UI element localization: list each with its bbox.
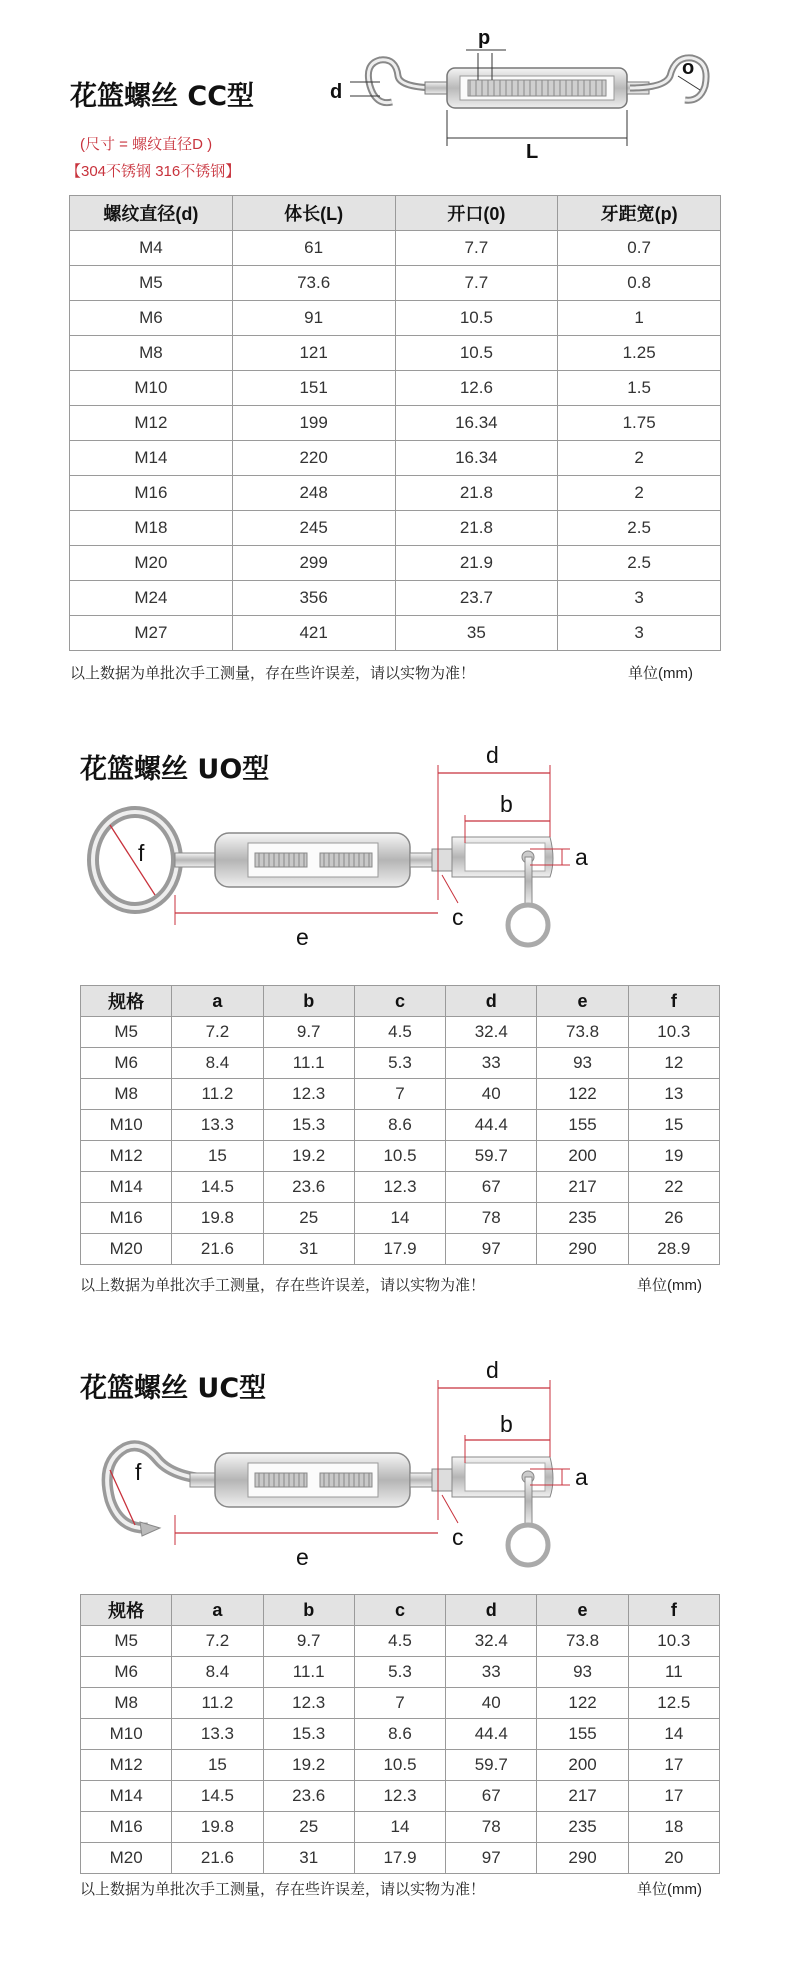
uo-dim-b: b (500, 791, 513, 817)
uo-table-cell: M10 (81, 1110, 172, 1141)
uc-table-cell: 8.4 (172, 1657, 263, 1688)
uo-table-row (81, 1203, 720, 1234)
cc-table-cell: 2.5 (558, 511, 721, 546)
uc-turnbuckle-diagram (80, 1340, 780, 1570)
uo-table-cell: 97 (446, 1234, 537, 1265)
uc-header-cell: c (354, 1595, 445, 1626)
cc-table-cell: 1 (558, 301, 721, 336)
cc-table-cell: 299 (232, 546, 395, 581)
uo-header-cell: b (263, 986, 354, 1017)
cc-table-row (70, 371, 721, 406)
cc-table-cell: 73.6 (232, 266, 395, 301)
uo-table-cell: 8.6 (354, 1110, 445, 1141)
uo-header-cell: a (172, 986, 263, 1017)
cc-footer-note: 以上数据为单批次手工测量，存在些许误差，请以实物为准！ (70, 665, 476, 682)
cc-title: 花篮螺丝 CC型 (70, 81, 255, 112)
uc-header-cell: e (537, 1595, 628, 1626)
uo-table-cell: 155 (537, 1110, 628, 1141)
uo-table-cell: 19.2 (263, 1141, 354, 1172)
cc-dim-o: o (682, 57, 695, 79)
uo-table-cell: 19.8 (172, 1203, 263, 1234)
uo-table-cell: 10.3 (628, 1017, 719, 1048)
uo-header-cell: d (446, 986, 537, 1017)
uo-table-cell: 8.4 (172, 1048, 263, 1079)
uo-table-cell: 26 (628, 1203, 719, 1234)
cc-unit: 单位(mm) (628, 665, 693, 682)
uo-table-row (81, 1079, 720, 1110)
cc-table-row (70, 546, 721, 581)
uo-table-row (81, 1017, 720, 1048)
uc-table-row (81, 1843, 720, 1874)
cc-table-cell: 10.5 (395, 301, 558, 336)
uo-footer-note: 以上数据为单批次手工测量，存在些许误差，请以实物为准！ (80, 1277, 486, 1294)
uo-table-cell: 4.5 (354, 1017, 445, 1048)
cc-table-cell: 12.6 (395, 371, 558, 406)
uc-table-cell: 12.3 (354, 1781, 445, 1812)
cc-material-note: 【304不锈钢 316不锈钢】 (66, 163, 241, 180)
uc-table-cell: 10.3 (628, 1626, 719, 1657)
uo-table-cell: 13.3 (172, 1110, 263, 1141)
uo-table-cell: M12 (81, 1141, 172, 1172)
cc-header-row (70, 196, 721, 231)
uc-table-row (81, 1688, 720, 1719)
uo-table-cell: 7.2 (172, 1017, 263, 1048)
uc-table-cell: 73.8 (537, 1626, 628, 1657)
uc-table-cell: 122 (537, 1688, 628, 1719)
cc-table-cell: M6 (70, 301, 233, 336)
uc-table-row (81, 1812, 720, 1843)
uc-dim-c: c (452, 1524, 464, 1550)
uo-table-cell: 15.3 (263, 1110, 354, 1141)
uo-table-cell: 14 (354, 1203, 445, 1234)
cc-table-cell: 16.34 (395, 406, 558, 441)
cc-size-note: (尺寸 = 螺纹直径D ) (80, 136, 213, 153)
cc-table-row (70, 336, 721, 371)
uo-spec-table (80, 985, 720, 1265)
uo-table-cell: 33 (446, 1048, 537, 1079)
uc-table-cell: 8.6 (354, 1719, 445, 1750)
uc-table-cell: 7 (354, 1688, 445, 1719)
uc-title: 花篮螺丝 UC型 (80, 1373, 267, 1404)
uo-table-cell: 10.5 (354, 1141, 445, 1172)
cc-table-cell: 356 (232, 581, 395, 616)
uc-table-cell: 12.3 (263, 1688, 354, 1719)
cc-table-cell: 21.8 (395, 511, 558, 546)
uo-table-cell: M20 (81, 1234, 172, 1265)
uc-table-cell: 44.4 (446, 1719, 537, 1750)
uo-dim-a: a (575, 844, 588, 870)
uo-table-cell: 67 (446, 1172, 537, 1203)
uc-spec-table (80, 1594, 720, 1874)
cc-table-cell: M8 (70, 336, 233, 371)
uc-header-cell: a (172, 1595, 263, 1626)
uc-table-cell: 200 (537, 1750, 628, 1781)
uc-table-cell: M16 (81, 1812, 172, 1843)
cc-table-row (70, 616, 721, 651)
uc-table-cell: M20 (81, 1843, 172, 1874)
uc-table-cell: 17.9 (354, 1843, 445, 1874)
uc-table-cell: 40 (446, 1688, 537, 1719)
uc-table-cell: M12 (81, 1750, 172, 1781)
cc-table-cell: 245 (232, 511, 395, 546)
uo-table-cell: 12 (628, 1048, 719, 1079)
uc-table-cell: 67 (446, 1781, 537, 1812)
uc-dim-a: a (575, 1464, 588, 1490)
uo-table-cell: 93 (537, 1048, 628, 1079)
uo-header-cell: 规格 (81, 986, 172, 1017)
uc-table-cell: 5.3 (354, 1657, 445, 1688)
cc-table-cell: 2 (558, 476, 721, 511)
uc-table-cell: 11.2 (172, 1688, 263, 1719)
cc-table-cell: M12 (70, 406, 233, 441)
cc-table-row (70, 406, 721, 441)
uc-table-cell: 19.8 (172, 1812, 263, 1843)
uc-table-cell: 93 (537, 1657, 628, 1688)
cc-table-cell: 16.34 (395, 441, 558, 476)
uo-dim-e: e (296, 924, 309, 950)
uc-table-row (81, 1750, 720, 1781)
uc-table-cell: 14 (628, 1719, 719, 1750)
uc-table-cell: 4.5 (354, 1626, 445, 1657)
cc-table-cell: M18 (70, 511, 233, 546)
uo-table-cell: M6 (81, 1048, 172, 1079)
uc-header-cell: 规格 (81, 1595, 172, 1626)
uc-table-cell: 217 (537, 1781, 628, 1812)
cc-dim-d: d (330, 81, 343, 103)
cc-table-cell: 0.7 (558, 231, 721, 266)
cc-table-cell: M14 (70, 441, 233, 476)
uc-table-cell: 15.3 (263, 1719, 354, 1750)
uo-unit: 单位(mm) (637, 1277, 702, 1294)
uo-table-row (81, 1110, 720, 1141)
cc-turnbuckle-diagram (330, 27, 760, 163)
cc-table-row (70, 266, 721, 301)
uo-table-cell: M16 (81, 1203, 172, 1234)
uo-table-row (81, 1048, 720, 1079)
cc-table-cell: 3 (558, 581, 721, 616)
uc-table-cell: 59.7 (446, 1750, 537, 1781)
uc-header-cell: b (263, 1595, 354, 1626)
uc-table-cell: 17 (628, 1750, 719, 1781)
uc-table-cell: 155 (537, 1719, 628, 1750)
uo-table-cell: 9.7 (263, 1017, 354, 1048)
cc-table-cell: M27 (70, 616, 233, 651)
uc-table-cell: 11 (628, 1657, 719, 1688)
uo-table-cell: 59.7 (446, 1141, 537, 1172)
uc-dim-e: e (296, 1544, 309, 1570)
uc-table-cell: 20 (628, 1843, 719, 1874)
cc-table-cell: 2.5 (558, 546, 721, 581)
uc-table-cell: 11.1 (263, 1657, 354, 1688)
uo-table-cell: 13 (628, 1079, 719, 1110)
uo-table-cell: M8 (81, 1079, 172, 1110)
cc-dim-L: L (526, 141, 539, 163)
cc-header-cell: 螺纹直径(d) (70, 196, 233, 231)
uo-table-cell: 44.4 (446, 1110, 537, 1141)
uo-table-cell: M14 (81, 1172, 172, 1203)
uo-header-cell: e (537, 986, 628, 1017)
uo-table-cell: 12.3 (354, 1172, 445, 1203)
cc-dim-p: p (478, 27, 491, 49)
uc-dim-b: b (500, 1411, 513, 1437)
uc-table-cell: 18 (628, 1812, 719, 1843)
cc-header-cell: 体长(L) (232, 196, 395, 231)
uc-table-cell: 7.2 (172, 1626, 263, 1657)
cc-table-cell: 0.8 (558, 266, 721, 301)
uc-table-cell: 14.5 (172, 1781, 263, 1812)
uo-table-cell: M5 (81, 1017, 172, 1048)
cc-table-row (70, 441, 721, 476)
cc-table-cell: 10.5 (395, 336, 558, 371)
cc-spec-table (69, 195, 721, 651)
cc-table-cell: 3 (558, 616, 721, 651)
uc-table-cell: 21.6 (172, 1843, 263, 1874)
cc-table-row (70, 231, 721, 266)
uc-table-row (81, 1719, 720, 1750)
uo-table-cell: 32.4 (446, 1017, 537, 1048)
cc-table-cell: 7.7 (395, 266, 558, 301)
uc-table-cell: M8 (81, 1688, 172, 1719)
cc-table-cell: 199 (232, 406, 395, 441)
uc-table-cell: 25 (263, 1812, 354, 1843)
uo-table-cell: 290 (537, 1234, 628, 1265)
cc-table-cell: 248 (232, 476, 395, 511)
cc-table-cell: 7.7 (395, 231, 558, 266)
uo-turnbuckle-diagram (80, 725, 780, 955)
uo-table-cell: 25 (263, 1203, 354, 1234)
uc-header-cell: d (446, 1595, 537, 1626)
cc-table-cell: M16 (70, 476, 233, 511)
cc-table-cell: M10 (70, 371, 233, 406)
cc-header-cell: 牙距宽(p) (558, 196, 721, 231)
cc-table-cell: 2 (558, 441, 721, 476)
uc-table-row (81, 1657, 720, 1688)
uo-table-cell: 21.6 (172, 1234, 263, 1265)
cc-table-cell: M4 (70, 231, 233, 266)
uo-header-cell: c (354, 986, 445, 1017)
uo-table-cell: 19 (628, 1141, 719, 1172)
uo-table-cell: 15 (172, 1141, 263, 1172)
uc-table-cell: 31 (263, 1843, 354, 1874)
cc-table-cell: 61 (232, 231, 395, 266)
uo-table-cell: 122 (537, 1079, 628, 1110)
uo-table-row (81, 1172, 720, 1203)
cc-table-cell: 21.9 (395, 546, 558, 581)
uo-table-cell: 5.3 (354, 1048, 445, 1079)
uo-table-cell: 11.1 (263, 1048, 354, 1079)
uo-table-cell: 200 (537, 1141, 628, 1172)
cc-table-row (70, 511, 721, 546)
cc-table-row (70, 476, 721, 511)
uo-table-cell: 235 (537, 1203, 628, 1234)
cc-header-cell: 开口(0) (395, 196, 558, 231)
cc-table-cell: 1.5 (558, 371, 721, 406)
uc-table-cell: M10 (81, 1719, 172, 1750)
cc-table-cell: 21.8 (395, 476, 558, 511)
uo-table-cell: 11.2 (172, 1079, 263, 1110)
cc-table-cell: 1.75 (558, 406, 721, 441)
uc-table-cell: M5 (81, 1626, 172, 1657)
cc-table-cell: 1.25 (558, 336, 721, 371)
uo-table-cell: 40 (446, 1079, 537, 1110)
cc-table-cell: 23.7 (395, 581, 558, 616)
uo-table-cell: 15 (628, 1110, 719, 1141)
uo-table-cell: 22 (628, 1172, 719, 1203)
uo-header-cell: f (628, 986, 719, 1017)
uc-header-cell: f (628, 1595, 719, 1626)
uc-table-cell: 33 (446, 1657, 537, 1688)
uo-table-row (81, 1234, 720, 1265)
uc-table-cell: 290 (537, 1843, 628, 1874)
cc-table-cell: 91 (232, 301, 395, 336)
cc-table-cell: 421 (232, 616, 395, 651)
uo-table-cell: 31 (263, 1234, 354, 1265)
uc-table-row (81, 1626, 720, 1657)
uc-table-cell: 14 (354, 1812, 445, 1843)
uc-table-cell: 12.5 (628, 1688, 719, 1719)
uc-table-cell: 78 (446, 1812, 537, 1843)
uc-dim-d: d (486, 1357, 499, 1383)
uo-table-cell: 23.6 (263, 1172, 354, 1203)
uc-table-cell: 15 (172, 1750, 263, 1781)
uc-table-cell: 32.4 (446, 1626, 537, 1657)
uc-footer-note: 以上数据为单批次手工测量，存在些许误差，请以实物为准！ (80, 1881, 486, 1898)
uc-dim-f: f (135, 1459, 142, 1485)
uo-table-cell: 17.9 (354, 1234, 445, 1265)
cc-table-cell: 151 (232, 371, 395, 406)
uc-table-cell: 97 (446, 1843, 537, 1874)
cc-table-cell: M20 (70, 546, 233, 581)
cc-table-cell: M24 (70, 581, 233, 616)
uc-table-cell: 9.7 (263, 1626, 354, 1657)
uc-table-cell: 235 (537, 1812, 628, 1843)
uc-table-row (81, 1781, 720, 1812)
cc-table-cell: 35 (395, 616, 558, 651)
uc-unit: 单位(mm) (637, 1881, 702, 1898)
uo-header-row (81, 986, 720, 1017)
uo-title: 花篮螺丝 UO型 (80, 754, 270, 785)
uo-table-cell: 7 (354, 1079, 445, 1110)
uc-table-cell: 23.6 (263, 1781, 354, 1812)
uo-table-cell: 78 (446, 1203, 537, 1234)
uc-header-row (81, 1595, 720, 1626)
uo-table-cell: 14.5 (172, 1172, 263, 1203)
cc-table-cell: M5 (70, 266, 233, 301)
uo-dim-c: c (452, 904, 464, 930)
uc-table-cell: 13.3 (172, 1719, 263, 1750)
cc-table-row (70, 301, 721, 336)
uo-table-cell: 217 (537, 1172, 628, 1203)
uc-table-cell: M14 (81, 1781, 172, 1812)
uo-table-cell: 73.8 (537, 1017, 628, 1048)
uc-table-cell: M6 (81, 1657, 172, 1688)
uo-dim-d: d (486, 742, 499, 768)
cc-table-row (70, 581, 721, 616)
uo-table-row (81, 1141, 720, 1172)
uc-table-cell: 10.5 (354, 1750, 445, 1781)
cc-table-cell: 220 (232, 441, 395, 476)
uc-table-cell: 19.2 (263, 1750, 354, 1781)
uo-dim-f: f (138, 840, 145, 866)
uc-table-cell: 17 (628, 1781, 719, 1812)
uo-table-cell: 12.3 (263, 1079, 354, 1110)
uo-table-cell: 28.9 (628, 1234, 719, 1265)
cc-table-cell: 121 (232, 336, 395, 371)
